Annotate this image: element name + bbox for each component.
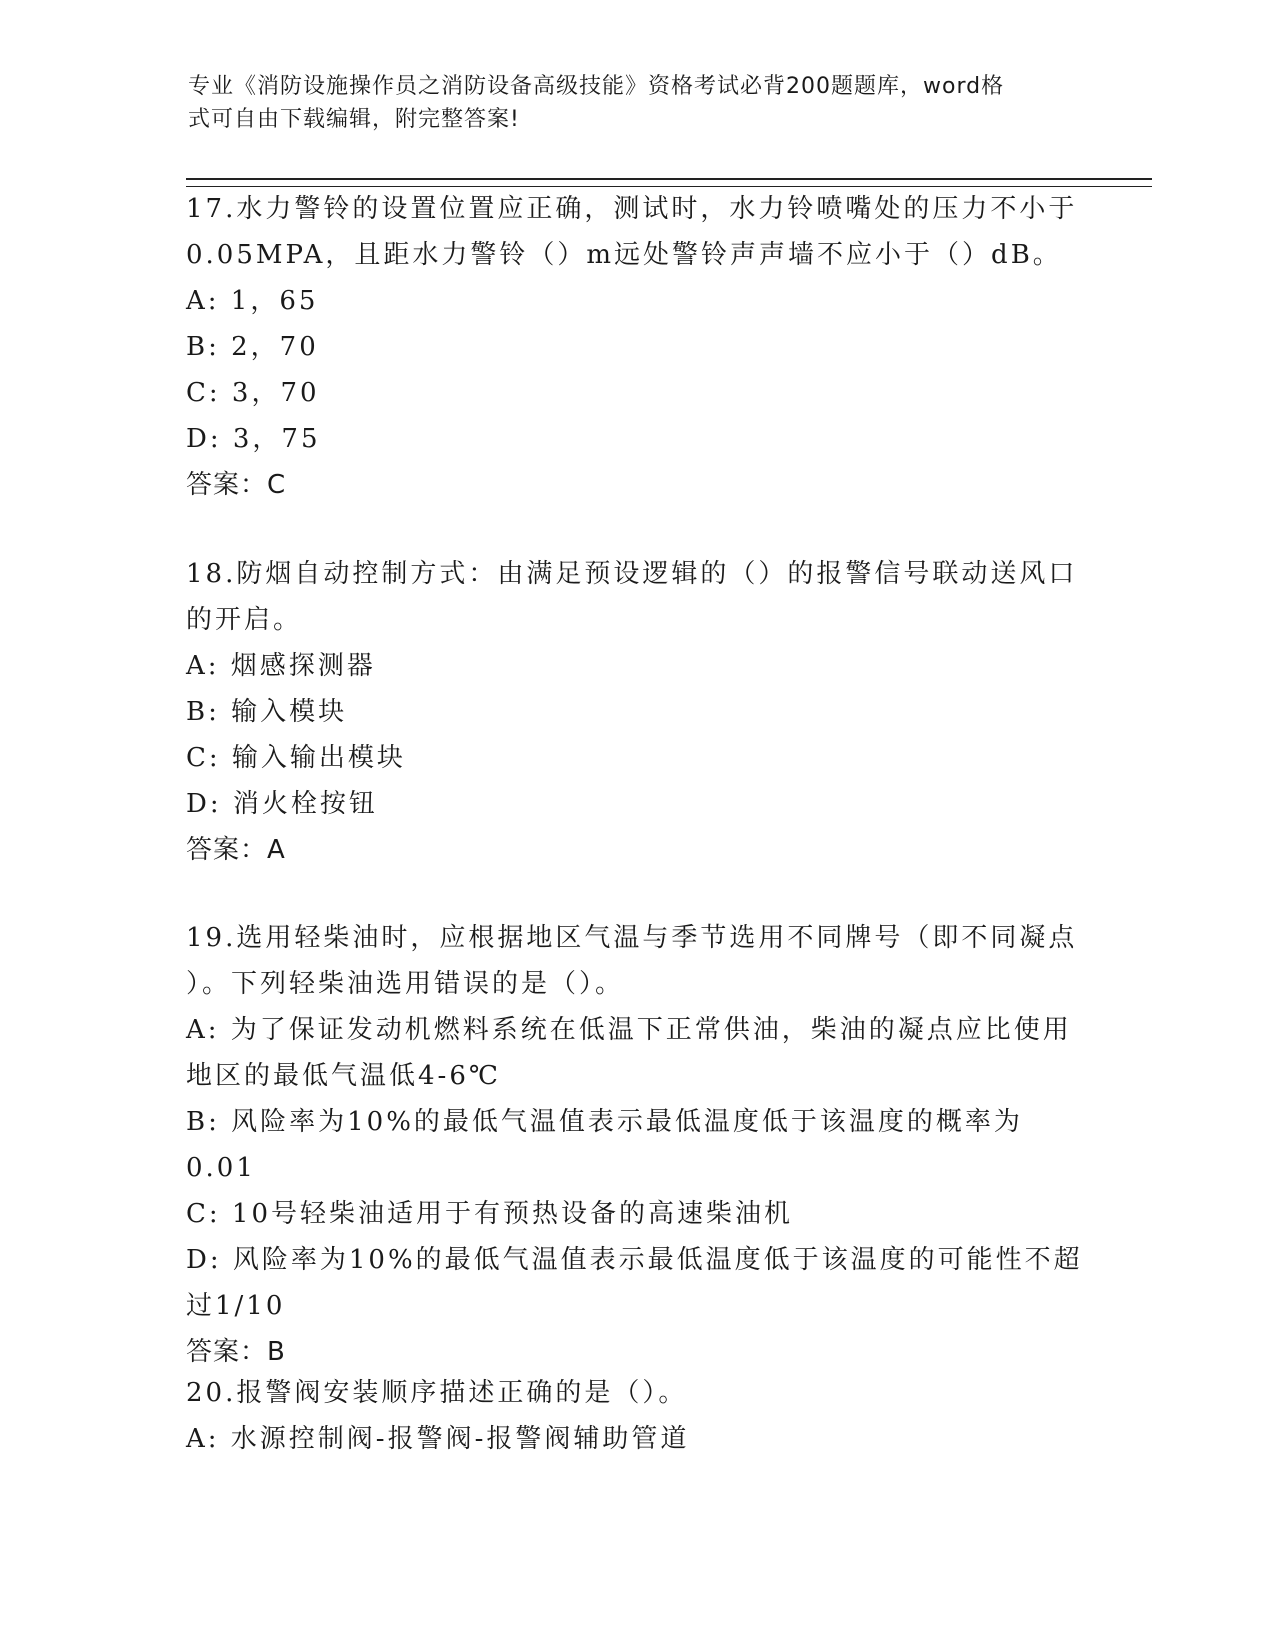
question-18 bbox=[186, 551, 1086, 873]
question-stem: 19.选用轻柴油时，应根据地区气温与季节选用不同牌号（即不同凝点 bbox=[186, 923, 1078, 953]
question-17 bbox=[186, 186, 1086, 508]
option-a: A: 烟感探测器 bbox=[186, 651, 376, 681]
answer-text: 答案：A bbox=[186, 835, 286, 865]
question-stem: 0.05MPA，且距水力警铃（）m远处警铃声声墙不应小于（）dB。 bbox=[186, 240, 1062, 270]
option-b: B: 2，70 bbox=[186, 332, 319, 362]
option-c: C: 3，70 bbox=[186, 378, 320, 408]
option-a: A: 为了保证发动机燃料系统在低温下正常供油，柴油的凝点应比使用 bbox=[186, 1015, 1072, 1045]
option-a: A: 水源控制阀-报警阀-报警阀辅助管道 bbox=[186, 1424, 690, 1454]
question-stem: ）。下列轻柴油选用错误的是（）。 bbox=[186, 969, 625, 999]
option-a-continued: 地区的最低气温低4-6℃ bbox=[186, 1061, 501, 1091]
question-stem: 20.报警阀安装顺序描述正确的是（）。 bbox=[186, 1378, 688, 1408]
option-d: D: 消火栓按钮 bbox=[186, 789, 378, 819]
option-c: C: 输入输出模块 bbox=[186, 743, 406, 773]
option-b: B: 风险率为10%的最低气温值表示最低温度低于该温度的概率为0.01 bbox=[186, 1107, 1023, 1183]
option-d-continued: 过1/10 bbox=[186, 1291, 286, 1321]
question-stem: 18.防烟自动控制方式：由满足预设逻辑的（）的报警信号联动送风口 bbox=[186, 559, 1078, 589]
answer-text: 答案：C bbox=[186, 470, 287, 500]
option-d: D: 风险率为10%的最低气温值表示最低温度低于该温度的可能性不超 bbox=[186, 1245, 1083, 1275]
question-stem: 17.水力警铃的设置位置应正确，测试时，水力铃喷嘴处的压力不小于 bbox=[186, 194, 1078, 224]
option-a: A: 1，65 bbox=[186, 286, 319, 316]
question-19 bbox=[186, 915, 1086, 1375]
question-20 bbox=[186, 1370, 1086, 1462]
option-d: D: 3，75 bbox=[186, 424, 321, 454]
question-stem: 的开启。 bbox=[186, 605, 303, 635]
option-c: C: 10号轻柴油适用于有预热设备的高速柴油机 bbox=[186, 1199, 794, 1229]
header-line-2: 式可自由下载编辑，附完整答案! bbox=[188, 107, 520, 132]
document-header bbox=[188, 70, 1068, 136]
answer-text: 答案：B bbox=[186, 1337, 286, 1367]
header-line-1: 专业《消防设施操作员之消防设备高级技能》资格考试必背200题题库，word格 bbox=[188, 74, 1005, 99]
option-b: B: 输入模块 bbox=[186, 697, 348, 727]
